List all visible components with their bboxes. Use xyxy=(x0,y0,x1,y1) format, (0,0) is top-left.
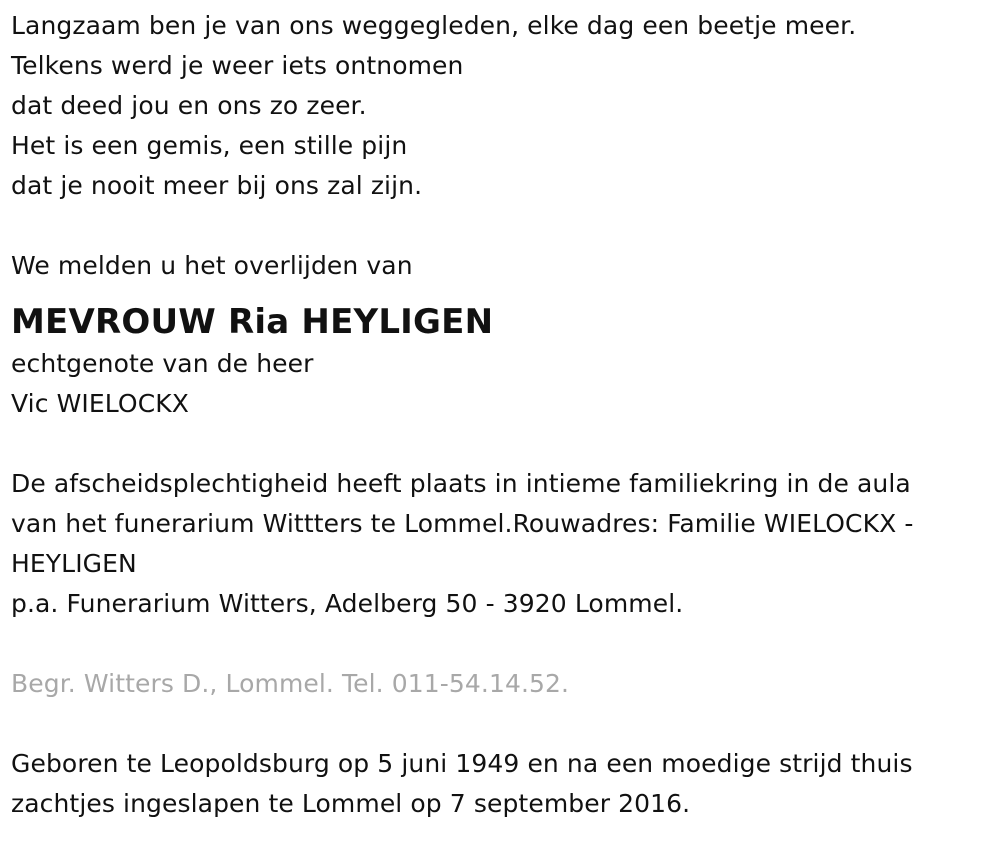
spacer xyxy=(11,624,1000,664)
undertaker-info: Begr. Witters D., Lommel. Tel. 011-54.14.52. xyxy=(11,669,570,698)
poem-line: Het is een gemis, een stille pijn xyxy=(11,131,408,160)
address-line: p.a. Funerarium Witters, Adelberg 50 - 3920 Lommel. xyxy=(11,589,684,618)
announcement-text: We melden u het overlijden van xyxy=(11,251,413,280)
ceremony-line: van het funerarium Wittters te Lommel.Rouwadres: Familie WIELOCKX - xyxy=(11,509,914,538)
poem-line: dat je nooit meer bij ons zal zijn. xyxy=(11,171,423,200)
ceremony-line: De afscheidsplechtigheid heeft plaats in intieme familiekring in de aula xyxy=(11,469,911,498)
poem-line: dat deed jou en ons zo zeer. xyxy=(11,91,367,120)
birth-line: zachtjes ingeslapen te Lommel op 7 september 2016. xyxy=(11,789,691,818)
spacer xyxy=(11,206,1000,246)
poem-line: Langzaam ben je van ons weggegleden, elke dag een beetje meer. xyxy=(11,11,857,40)
poem-line: Telkens werd je weer iets ontnomen xyxy=(11,51,464,80)
poem xyxy=(11,6,1000,206)
ceremony-details xyxy=(11,464,1000,624)
spouse-name: Vic WIELOCKX xyxy=(11,389,189,418)
deceased-name: MEVROUW Ria HEYLIGEN xyxy=(11,302,494,342)
relation-text: echtgenote van de heer xyxy=(11,349,314,378)
ceremony-line: HEYLIGEN xyxy=(11,549,137,578)
birth-death-details xyxy=(11,744,1000,824)
spacer xyxy=(11,424,1000,464)
spacer xyxy=(11,704,1000,744)
birth-line: Geboren te Leopoldsburg op 5 juni 1949 en na een moedige strijd thuis xyxy=(11,749,913,778)
